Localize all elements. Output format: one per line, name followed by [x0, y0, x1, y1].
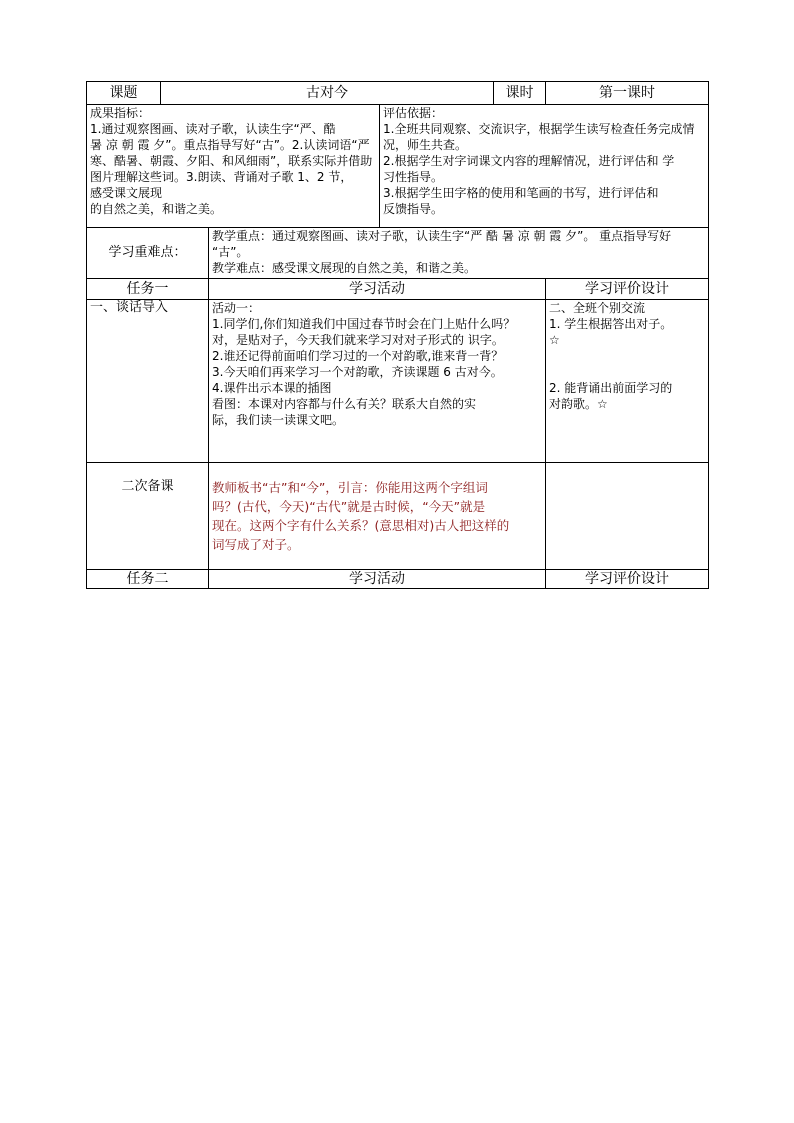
eval-line: [549, 348, 705, 364]
task1-content-row: [87, 300, 709, 463]
assessment-line: 况，师生共查。: [383, 138, 468, 152]
activity-line: 3.今天咱们再来学习一个对韵歌，齐读课题 6 古对今。: [212, 365, 503, 379]
prep-line: 教师板书“古”和“今”，引言：你能用这两个字组词: [212, 480, 488, 495]
outcomes-line: 寒、酷暑、朝霞、夕阳、和风细雨”，联系实际并借助: [90, 154, 373, 168]
outcomes-cell: [87, 105, 380, 228]
activity-line: 对，是贴对子，今天我们就来学习对对子形式的 识字。: [212, 333, 504, 347]
prep-line: 吗？(古代，今天)“古代”就是古时候，“今天”就是: [212, 499, 486, 514]
assessment-line: 1.全班共同观察、交流识字，根据学生读写检查任务完成情: [383, 122, 695, 136]
eval-line: [549, 364, 705, 380]
lesson-plan-page: [86, 81, 708, 589]
key-point-line: 教学难点：感受课文展现的自然之美，和谐之美。: [212, 261, 477, 275]
prep-cell: [209, 463, 546, 570]
key-points-label: 学习重难点：: [87, 228, 209, 279]
activity-line: 看图：本课对内容都与什么有关？联系大自然的实: [212, 397, 477, 411]
task1-header-row: [87, 279, 709, 300]
key-points-cell: [209, 228, 709, 279]
key-point-line: 教学重点：通过观察图画、读对子歌，认读生字“严 酷 暑 凉 朝 霞 夕”。 重点指导写好: [212, 229, 672, 243]
outcomes-line: 图片理解这些词。3.朗读、背诵对子歌 1、2 节，: [90, 170, 353, 184]
period-value: 第一课时: [546, 82, 709, 105]
outcomes-line: 暑 凉 朝 霞 夕”。重点指导写好“古”。2.认读词语“严: [90, 138, 370, 152]
assessment-line: 2.根据学生对字词课文内容的理解情况，进行评估和 学: [383, 154, 675, 168]
activity-line: 1.同学们,你们知道我们中国过春节时会在门上贴什么吗？: [212, 317, 516, 331]
prep-eval-cell: [546, 463, 709, 570]
outcomes-row: [87, 105, 709, 228]
prep-line: 现在。这两个字有什么关系？(意思相对)古人把这样的: [212, 518, 510, 533]
assessment-basis-cell: [380, 105, 709, 228]
prep-line: 词写成了对子。: [212, 537, 300, 552]
assessment-line: 3.根据学生田字格的使用和笔画的书写，进行评估和: [383, 186, 659, 200]
task1-activity-header: 学习活动: [209, 279, 546, 300]
task2-header-row: [87, 570, 709, 589]
task1-eval-header: 学习评价设计: [546, 279, 709, 300]
activity-line: 4.课件出示本课的插图: [212, 381, 332, 395]
activity-line: 活动一：: [212, 301, 261, 315]
topic-value: 古对今: [161, 82, 494, 105]
assessment-line: 习性指导。: [383, 170, 444, 184]
period-label: 课时: [494, 82, 546, 105]
outcomes-line: 的自然之美，和谐之美。: [90, 202, 223, 216]
activity-line: 际，我们读一读课文吧。: [212, 413, 345, 427]
assessment-line: 反馈指导。: [383, 202, 444, 216]
outcomes-line: 1.通过观察图画、读对子歌，认读生字“严、酷: [90, 122, 336, 136]
eval-line: 二、全班个别交流: [549, 301, 646, 315]
eval-line: ☆: [549, 333, 560, 347]
eval-line: 2. 能背诵出前面学习的: [549, 381, 673, 395]
task2-eval-header: 学习评价设计: [546, 570, 709, 589]
eval-line: 对韵歌。☆: [549, 397, 608, 411]
outcomes-heading: 成果指标：: [90, 106, 151, 120]
key-points-row: [87, 228, 709, 279]
task1-eval-cell: [546, 300, 709, 463]
topic-label: 课题: [87, 82, 161, 105]
header-row: [87, 82, 709, 105]
prep-label: 二次备课: [87, 463, 209, 570]
outcomes-line: 感受课文展现: [90, 186, 163, 200]
activity-line: 2.谁还记得前面咱们学习过的一个对韵歌,谁来背一背？: [212, 349, 504, 363]
assessment-heading: 评估依据：: [383, 106, 444, 120]
task2-label: 任务二: [87, 570, 209, 589]
task1-name: 一、谈话导入: [87, 300, 209, 463]
task2-activity-header: 学习活动: [209, 570, 546, 589]
prep-row: [87, 463, 709, 570]
task1-activity-cell: [209, 300, 546, 463]
key-point-line: “古”。: [212, 245, 249, 259]
lesson-plan-table: [86, 81, 709, 589]
eval-line: 1. 学生根据答出对子。: [549, 317, 673, 331]
task1-label: 任务一: [87, 279, 209, 300]
